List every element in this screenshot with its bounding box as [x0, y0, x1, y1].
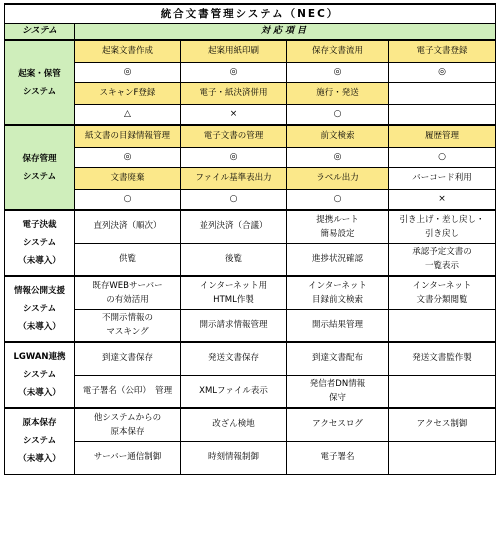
system-category-label: 電子決裁: [22, 220, 57, 230]
feature-item-cell: 不開示情報の マスキング: [75, 309, 181, 342]
support-mark-cell: ○: [389, 147, 496, 167]
table-row: [5, 210, 496, 243]
table-row: [5, 82, 496, 104]
feature-item-cell: 到達文書配布: [287, 342, 389, 375]
table-row: [5, 147, 496, 167]
system-category-cell: [5, 276, 75, 342]
table-row: [5, 408, 496, 441]
system-column-header: システム: [5, 24, 75, 41]
feature-item-cell: 起案用紙印刷: [181, 40, 287, 62]
system-category-label: 保存管理: [22, 153, 57, 164]
system-category-label: システム: [22, 370, 57, 380]
support-mark-cell: ×: [181, 104, 287, 125]
feature-item-cell: 後覧: [181, 243, 287, 276]
table-row: [5, 62, 496, 82]
feature-item-cell: バーコード利用: [389, 167, 496, 189]
feature-item-cell: 電子文書の管理: [181, 125, 287, 147]
table-row: [5, 243, 496, 276]
feature-item-cell: インターネット 目録前文検索: [287, 276, 389, 309]
table-row: [5, 441, 496, 474]
feature-item-cell: [389, 104, 496, 125]
system-category-cell: [5, 408, 75, 474]
system-category-cell: [5, 125, 75, 210]
items-column-header: 対応項目: [75, 24, 496, 41]
table-row: [5, 189, 496, 210]
feature-item-cell: 施行・発送: [287, 82, 389, 104]
system-category-label: システム: [22, 436, 57, 447]
support-mark-cell: ○: [287, 104, 389, 125]
feature-item-cell: 開示結果管理: [287, 309, 389, 342]
feature-item-cell: 前文検索: [287, 125, 389, 147]
feature-item-cell: 発送文書監作製: [389, 342, 496, 375]
system-category-label: （未導入）: [18, 256, 61, 266]
system-category-label: （未導入）: [18, 388, 61, 398]
feature-item-cell: 時刻情報制御: [181, 441, 287, 474]
feature-item-cell: 他システムからの 原本保存: [75, 408, 181, 441]
system-category-label: 情報公開支援: [13, 286, 65, 296]
system-category-label: システム: [22, 304, 57, 314]
feature-item-cell: スキャンF登録: [75, 82, 181, 104]
feature-item-cell: 電子署名: [287, 441, 389, 474]
system-category-label: LGWAN連携: [13, 352, 66, 362]
feature-item-cell: [389, 375, 496, 408]
feature-item-cell: 直列決済（順次）: [75, 210, 181, 243]
support-mark-cell: ◎: [75, 147, 181, 167]
system-category-cell: [5, 40, 75, 125]
feature-item-cell: インターネット用 HTML作製: [181, 276, 287, 309]
system-category-label: （未導入）: [18, 454, 61, 465]
system-category-label: システム: [22, 238, 57, 248]
support-mark-cell: ◎: [389, 62, 496, 82]
feature-item-cell: XMLファイル表示: [181, 375, 287, 408]
feature-item-cell: サーバー通信制御: [75, 441, 181, 474]
feature-item-cell: アクセス制御: [389, 408, 496, 441]
feature-item-cell: 並列決済（合議）: [181, 210, 287, 243]
support-mark-cell: ◎: [287, 62, 389, 82]
table-row: [5, 40, 496, 62]
support-mark-cell: △: [75, 104, 181, 125]
system-category-label: 起案・保管: [18, 68, 61, 79]
support-mark-cell: ×: [389, 189, 496, 210]
feature-item-cell: 起案文書作成: [75, 40, 181, 62]
feature-item-cell: 開示請求情報管理: [181, 309, 287, 342]
feature-item-cell: 発送文書保存: [181, 342, 287, 375]
feature-item-cell: ファイル基準表出力: [181, 167, 287, 189]
feature-item-cell: 電子文書登録: [389, 40, 496, 62]
table-row: [5, 104, 496, 125]
feature-item-cell: ラベル出力: [287, 167, 389, 189]
feature-item-cell: [389, 441, 496, 474]
support-mark-cell: ◎: [181, 62, 287, 82]
feature-item-cell: 改ざん検地: [181, 408, 287, 441]
feature-item-cell: 文書廃棄: [75, 167, 181, 189]
feature-item-cell: アクセスログ: [287, 408, 389, 441]
feature-item-cell: [389, 309, 496, 342]
table-row: [5, 167, 496, 189]
table-row: [5, 342, 496, 375]
system-category-label: システム: [22, 86, 57, 97]
table-row: [5, 125, 496, 147]
table-title: 統合文書管理システム（NEC）: [5, 4, 496, 24]
system-category-cell: [5, 210, 75, 276]
feature-item-cell: 進捗状況確認: [287, 243, 389, 276]
feature-item-cell: 紙文書の目録情報管理: [75, 125, 181, 147]
feature-item-cell: 引き上げ・差し戻し・ 引き戻し: [389, 210, 496, 243]
feature-item-cell: 承認予定文書の 一覧表示: [389, 243, 496, 276]
feature-item-cell: [389, 82, 496, 104]
system-category-label: システム: [22, 171, 57, 182]
feature-item-cell: 保存文書流用: [287, 40, 389, 62]
table-row: [5, 276, 496, 309]
system-table-sheet: [4, 3, 495, 475]
feature-item-cell: 電子・紙決済併用: [181, 82, 287, 104]
support-mark-cell: ◎: [181, 147, 287, 167]
feature-item-cell: 到達文書保存: [75, 342, 181, 375]
support-mark-cell: ○: [287, 189, 389, 210]
feature-item-cell: インターネット 文書分類閲覧: [389, 276, 496, 309]
support-mark-cell: ◎: [75, 62, 181, 82]
system-category-label: （未導入）: [18, 322, 61, 332]
table-row: [5, 309, 496, 342]
system-table-body: [5, 4, 496, 474]
feature-item-cell: 履歴管理: [389, 125, 496, 147]
system-category-label: 原本保存: [22, 418, 57, 429]
feature-item-cell: 発信者DN情報 保守: [287, 375, 389, 408]
feature-item-cell: 供覧: [75, 243, 181, 276]
system-table: [4, 3, 496, 475]
table-row: [5, 375, 496, 408]
support-mark-cell: ○: [75, 189, 181, 210]
feature-item-cell: 既存WEBサーバー の有効活用: [75, 276, 181, 309]
support-mark-cell: ○: [181, 189, 287, 210]
feature-item-cell: 電子署名（公印） 管理: [75, 375, 181, 408]
system-category-cell: [5, 342, 75, 408]
support-mark-cell: ◎: [287, 147, 389, 167]
feature-item-cell: 提携ルート 簡易設定: [287, 210, 389, 243]
